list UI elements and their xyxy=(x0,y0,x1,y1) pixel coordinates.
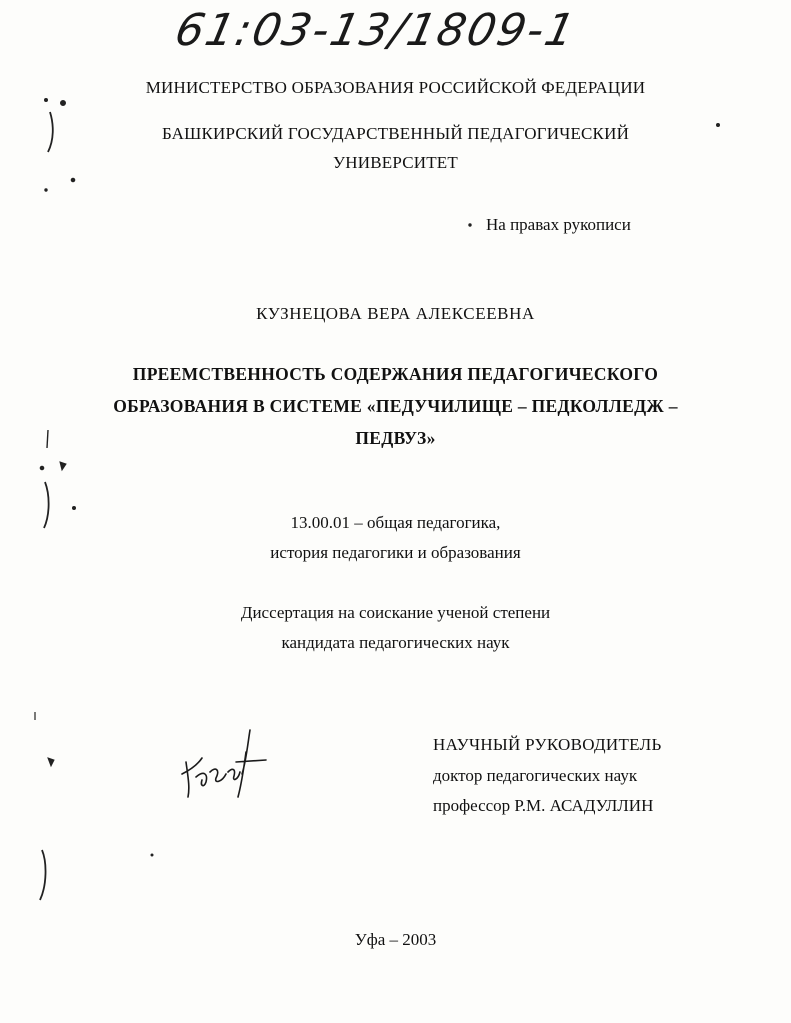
supervisor-name: профессор Р.М. АСАДУЛЛИН xyxy=(433,796,654,815)
author-name: КУЗНЕЦОВА ВЕРА АЛЕКСЕЕВНА xyxy=(256,304,535,323)
supervisor-degree: доктор педагогических наук xyxy=(433,766,638,785)
dissertation-purpose-line1: Диссертация на соискание ученой степени xyxy=(240,603,551,622)
supervisor-heading: НАУЧНЫЙ РУКОВОДИТЕЛЬ xyxy=(433,735,662,754)
ministry-name: МИНИСТЕРСТВО ОБРАЗОВАНИЯ РОССИЙСКОЙ ФЕДЕРАЦИИ xyxy=(145,78,646,97)
handwritten-archive-code: 61:03-13/1809-1 xyxy=(170,5,581,56)
university-name-line2: УНИВЕРСИТЕТ xyxy=(333,153,458,172)
author-signature xyxy=(176,722,276,802)
signature-stroke xyxy=(182,730,266,797)
specialty-name-line: история педагогики и образования xyxy=(270,543,521,562)
city-and-year: Уфа – 2003 xyxy=(354,930,437,949)
title-line-1: ПРЕЕМСТВЕННОСТЬ СОДЕРЖАНИЯ ПЕДАГОГИЧЕСКОГО xyxy=(132,364,659,384)
dissertation-purpose-line2: кандидата педагогических наук xyxy=(281,633,510,652)
university-name-line1: БАШКИРСКИЙ ГОСУДАРСТВЕННЫЙ ПЕДАГОГИЧЕСКИЙ xyxy=(161,124,630,143)
specialty-code-line: 13.00.01 – общая педагогика, xyxy=(290,513,501,532)
title-line-3: ПЕДВУЗ» xyxy=(355,428,436,448)
title-line-2: ОБРАЗОВАНИЯ В СИСТЕМЕ «ПЕДУЧИЛИЩЕ – ПЕДКОЛЛЕДЖ – xyxy=(113,396,678,416)
manuscript-rights-note: На правах рукописи xyxy=(486,215,631,234)
